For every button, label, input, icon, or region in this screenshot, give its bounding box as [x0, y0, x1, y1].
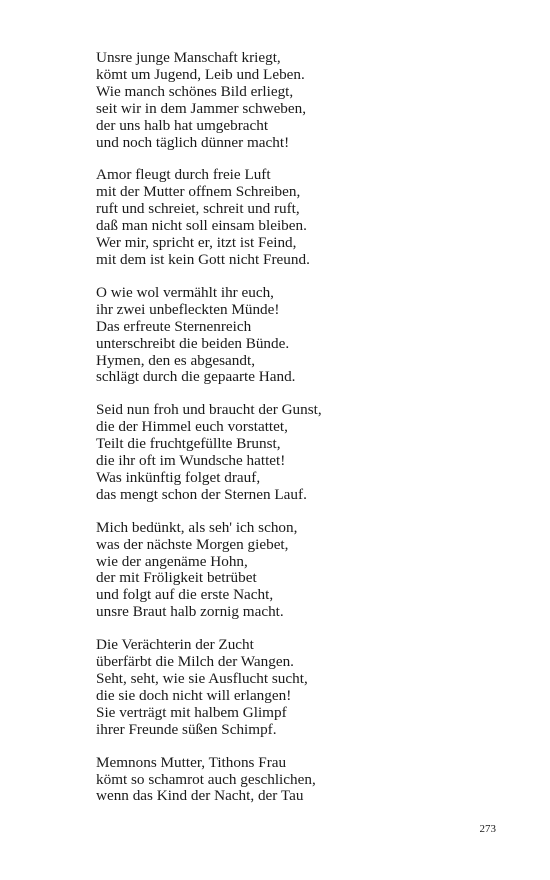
poem-line: und folgt auf die erste Nacht, [96, 586, 274, 604]
poem-line: Unsre junge Manschaft kriegt, [96, 49, 281, 66]
poem-line: Teilt die fruchtgefüllte Brunst, [96, 435, 281, 453]
poem-line: die ihr oft im Wundsche hattet! [96, 452, 286, 470]
poem-line: überfärbt die Milch der Wangen. [96, 653, 294, 671]
poem-line: wenn das Kind der Nacht, der Tau [96, 787, 304, 805]
stanza [96, 285, 476, 386]
poem-line: das mengt schon der Sternen Lauf. [96, 485, 307, 503]
poem-line: Sie verträgt mit halbem Glimpf [96, 703, 287, 721]
poem-line: ihr zwei unbefleckten Münde! [96, 300, 280, 318]
poem-line: Hymen, den es abgesandt, [96, 351, 256, 369]
poem-line: Seid nun froh und braucht der Gunst, [96, 401, 322, 419]
poem-text [96, 50, 476, 821]
poem-line: was der nächste Morgen giebet, [96, 535, 289, 553]
stanza [96, 520, 476, 621]
poem-line: schlägt durch die gepaarte Hand. [96, 368, 296, 386]
poem-line: mit der Mutter offnem Schreiben, [96, 183, 301, 201]
poem-line: ruft und schreiet, schreit und ruft, [96, 200, 300, 218]
poem-line: der uns halb hat umgebracht [96, 116, 269, 134]
poem-line: Wie manch schönes Bild erliegt, [96, 82, 294, 100]
poem-line: kömt so schamrot auch geschlichen, [96, 770, 316, 788]
poem-line: Amor fleugt durch freie Luft [96, 166, 271, 184]
poem-line: und noch täglich dünner macht! [96, 133, 290, 151]
poem-line: mit dem ist kein Gott nicht Freund. [96, 250, 310, 268]
poem-line: ihrer Freunde süßen Schimpf. [96, 720, 277, 738]
poem-line: Wer mir, spricht er, itzt ist Feind, [96, 234, 297, 252]
poem-line: die sie doch nicht will erlangen! [96, 686, 292, 704]
poem-line: seit wir in dem Jammer schweben, [96, 99, 307, 117]
poem-line: Das erfreute Sternenreich [96, 317, 252, 335]
stanza [96, 755, 476, 806]
stanza [96, 167, 476, 268]
poem-line: Mich bedünkt, als seh' ich schon, [96, 518, 298, 536]
page-number: 273 [479, 823, 496, 835]
poem-line: unsre Braut halb zornig macht. [96, 603, 284, 621]
poem-line: Seht, seht, wie sie Ausflucht sucht, [96, 670, 308, 687]
poem-line: Die Verächterin der Zucht [96, 636, 254, 654]
stanza [96, 402, 476, 503]
stanza [96, 50, 476, 151]
poem-line: die der Himmel euch vorstattet, [96, 418, 288, 436]
poem-line: daß man nicht soll einsam bleiben. [96, 217, 307, 235]
poem-line: Memnons Mutter, Tithons Frau [96, 753, 287, 771]
poem-line: kömt um Jugend, Leib und Leben. [96, 65, 305, 83]
poem-line: O wie wol vermählt ihr euch, [96, 283, 274, 301]
poem-line: wie der angenäme Hohn, [96, 552, 248, 570]
poem-line: der mit Fröligkeit betrübet [96, 569, 257, 587]
poem-line: Was inkünftig folget drauf, [96, 468, 261, 486]
poem-line: unterschreibt die beiden Bünde. [96, 334, 290, 352]
stanza [96, 637, 476, 738]
